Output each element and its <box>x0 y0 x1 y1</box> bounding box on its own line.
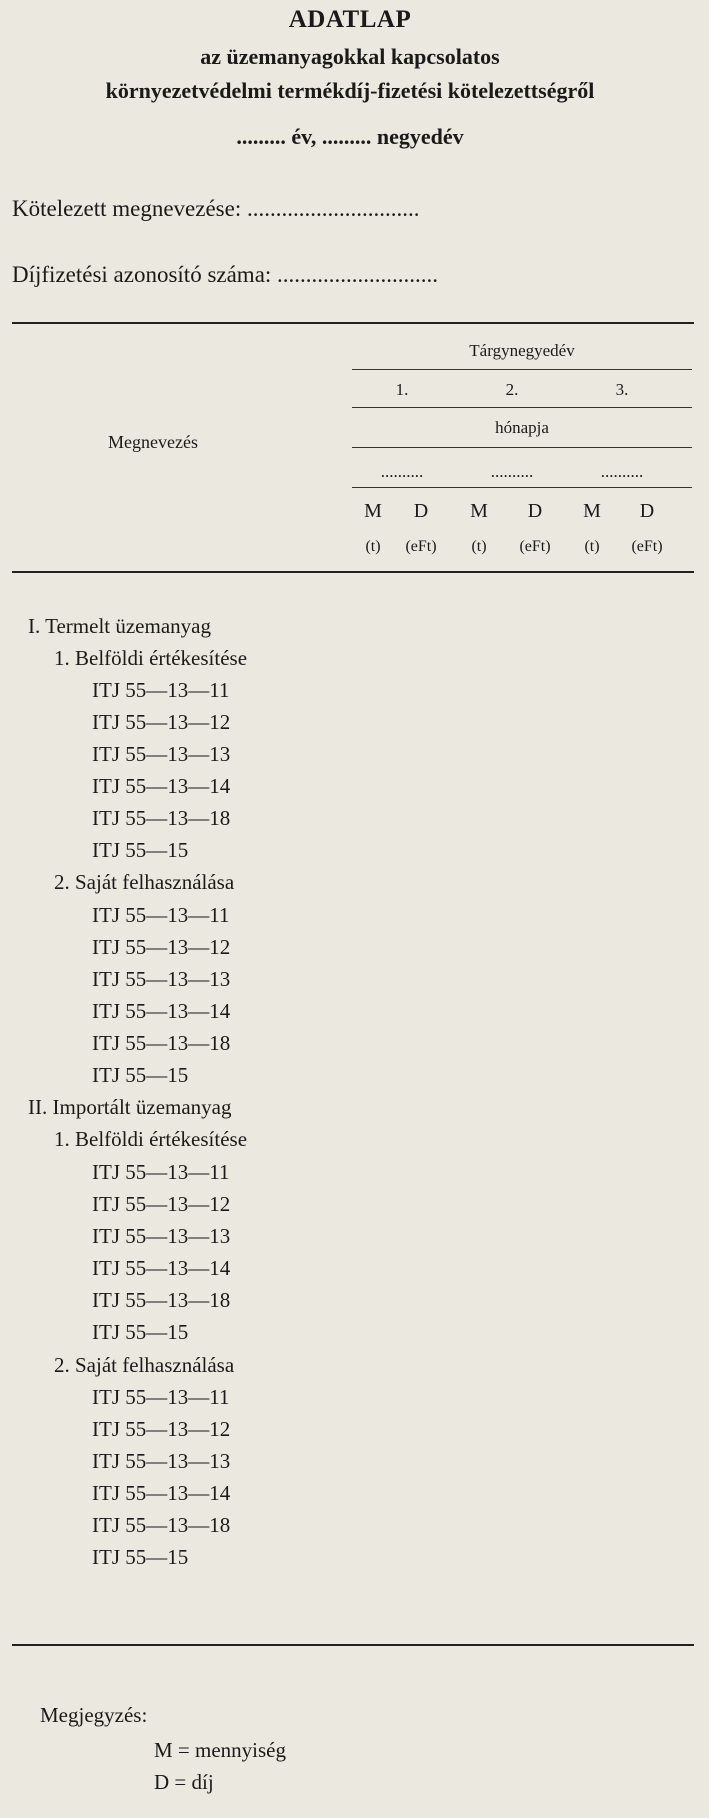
month-label-header: hónapja <box>495 418 549 437</box>
payer-id-field: Díjfizetési azonosító száma: ............................ <box>12 262 439 287</box>
list-item: ITJ 55—13—13 <box>92 1224 231 1248</box>
list-item: ITJ 55—15 <box>92 838 189 862</box>
page-title: ADATLAP <box>288 6 412 33</box>
table-top-rule <box>12 322 694 324</box>
list-item: ITJ 55—13—13 <box>92 967 231 991</box>
period-line: ......... év, ......... negyedév <box>236 124 464 149</box>
month-blank-1: .......... <box>380 462 424 481</box>
table-bottom-rule <box>12 1644 694 1646</box>
note-line-m: M = mennyiség <box>154 1738 286 1762</box>
list-item: ITJ 55—15 <box>92 1545 189 1569</box>
list-item: ITJ 55—13—11 <box>92 1160 230 1184</box>
group-domestic-sales: 1. Belföldi értékesítése <box>54 1127 248 1151</box>
list-item: ITJ 55—13—13 <box>92 742 231 766</box>
col-unit-3: (t) <box>471 538 487 555</box>
col-unit-4: (eFt) <box>519 538 551 555</box>
month-number-rule <box>352 407 692 408</box>
list-item: ITJ 55—13—18 <box>92 806 231 830</box>
group-domestic-sales: 1. Belföldi értékesítése <box>54 646 248 670</box>
col-unit-1: (t) <box>365 538 381 555</box>
name-column-header: Megnevezés <box>108 432 198 452</box>
list-item: ITJ 55—13—18 <box>92 1031 231 1055</box>
list-item: ITJ 55—13—14 <box>92 774 231 798</box>
col-unit-2: (eFt) <box>405 538 437 555</box>
subtitle-line-2: környezetvédelmi termékdíj-fizetési kötelezettségről <box>105 78 595 103</box>
list-item: ITJ 55—15 <box>92 1320 189 1344</box>
list-item: ITJ 55—13—11 <box>92 903 230 927</box>
month-blank-3: .......... <box>600 462 644 481</box>
list-item: ITJ 55—13—12 <box>92 1417 231 1441</box>
list-item: ITJ 55—13—14 <box>92 999 231 1023</box>
list-item: ITJ 55—15 <box>92 1063 189 1087</box>
col-letter-4: D <box>527 500 543 522</box>
header-bottom-rule <box>12 571 694 573</box>
note-label: Megjegyzés: <box>40 1703 148 1727</box>
list-item: ITJ 55—13—14 <box>92 1256 231 1280</box>
col-letter-6: D <box>639 500 655 522</box>
quarter-rule <box>352 369 692 370</box>
group-own-use: 2. Saját felhasználása <box>54 870 235 894</box>
list-item: ITJ 55—13—11 <box>92 678 230 702</box>
list-item: ITJ 55—13—18 <box>92 1513 231 1537</box>
list-item: ITJ 55—13—14 <box>92 1481 231 1505</box>
month-number-2: 2. <box>505 380 519 399</box>
col-unit-5: (t) <box>584 538 600 555</box>
section-imported-fuel: II. Importált üzemanyag <box>28 1095 232 1119</box>
list-item: ITJ 55—13—13 <box>92 1449 231 1473</box>
col-letter-5: M <box>583 500 601 522</box>
note-line-d: D = díj <box>154 1770 214 1794</box>
col-letter-3: M <box>470 500 488 522</box>
month-number-1: 1. <box>395 380 409 399</box>
list-item: ITJ 55—13—12 <box>92 710 231 734</box>
subtitle-line-1: az üzemanyagokkal kapcsolatos <box>200 44 500 69</box>
list-item: ITJ 55—13—11 <box>92 1385 230 1409</box>
section-produced-fuel: I. Termelt üzemanyag <box>28 614 211 638</box>
list-item: ITJ 55—13—18 <box>92 1288 231 1312</box>
col-unit-6: (eFt) <box>631 538 663 555</box>
month-number-3: 3. <box>615 380 629 399</box>
month-blank-2: .......... <box>490 462 534 481</box>
group-own-use: 2. Saját felhasználása <box>54 1353 235 1377</box>
quarter-header: Tárgynegyedév <box>469 341 575 360</box>
list-item: ITJ 55—13—12 <box>92 935 231 959</box>
month-label-rule <box>352 447 692 448</box>
col-letter-1: M <box>364 500 382 522</box>
list-item: ITJ 55—13—12 <box>92 1192 231 1216</box>
col-letter-2: D <box>413 500 429 522</box>
obligor-name-field: Kötelezett megnevezése: .............................. <box>12 196 420 221</box>
month-blank-rule <box>352 487 692 488</box>
